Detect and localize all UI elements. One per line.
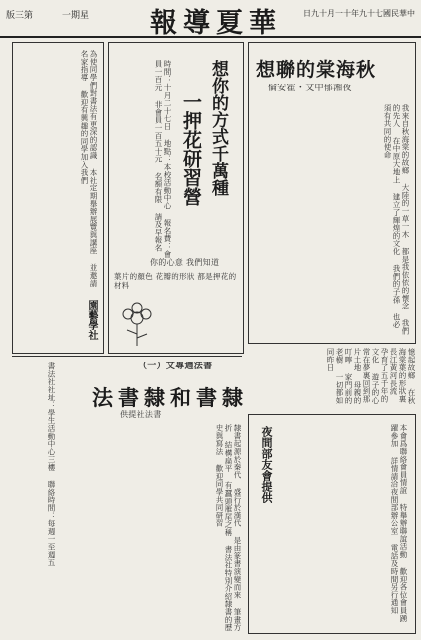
newspaper-title: 報導夏華 bbox=[150, 8, 282, 39]
poem-title: 想聯的棠海秋 bbox=[256, 59, 377, 81]
flower-ad-body: 時間：十月二十七日 地點：本校活動中心 報名費：會員一百元 非會員一百五十元 名額有限 請及早報名 bbox=[154, 60, 172, 258]
association-heading: 夜間部友會提供 bbox=[260, 426, 273, 503]
weekday-label: 一期星 bbox=[62, 11, 90, 21]
flower-ad-headline: 想你的方式千萬種 bbox=[208, 60, 228, 196]
org-name: 園藝學社 bbox=[86, 300, 97, 340]
flower-illustration-icon bbox=[112, 300, 162, 348]
calligraphy-title: 法書隸和書隸 bbox=[92, 385, 248, 410]
issue-date: 日九十月一十年九十七國民華中 bbox=[303, 9, 415, 18]
bottom-left-body: 書法社社址：學生活動中心三樓 聯絡時間：每週一至週五 bbox=[47, 362, 56, 567]
page-label: 版三第 bbox=[6, 11, 34, 21]
masthead bbox=[0, 0, 421, 38]
calligraphy-byline: 供提社法書 bbox=[120, 410, 162, 419]
poem-byline: 倫安霍・文中郁湘夜 bbox=[268, 84, 352, 93]
flower-ad-caption: 葉片的顏色 花瓣的形狀 都是押花的材料 bbox=[114, 272, 237, 290]
section-divider bbox=[12, 356, 242, 357]
flower-ad-subhead: 一押花研習營 bbox=[180, 92, 202, 206]
right-article-body: 憶起故鄉 在秋海棠葉的形狀裏 長江黃河長流 孕育了五千年的文化 遊子的心 常在夢裏回到那片土地 母親的叮嚀 家門前的老樹 一切都如同昨日 bbox=[326, 348, 416, 405]
left-column-body: 為使同學們對書法有更深的認識 本社定期舉辦展覽與講座 並邀請名家指導 歡迎有興趣的同學加入我們 bbox=[80, 50, 98, 287]
poem-body: 我來自秋海棠的故鄉 大陸的一草一木 都是我依依的懷念 我們的先人 在中原大地上 建立了輝煌的文化 我們的子孫 也必須有共同的使命 bbox=[383, 104, 410, 335]
calligraphy-series: （一）文專週法書 bbox=[138, 362, 213, 371]
calligraphy-body: 隸書起源於秦代 盛行於漢代 是由篆書演變而來 筆畫方折 結構扁平 有蠶頭雁尾之稱 書法社特別介紹隸書的歷史與寫法 歡迎同學共同研習 bbox=[215, 424, 242, 632]
association-body: 本會爲聯絡會員情誼 特舉辦聯誼活動 歡迎各位會員踴躍參加 詳情請洽夜間部辦公室 電話及時間另行通知 bbox=[390, 424, 408, 622]
flower-ad-promo: 你的心意 我們知道 bbox=[150, 258, 220, 267]
